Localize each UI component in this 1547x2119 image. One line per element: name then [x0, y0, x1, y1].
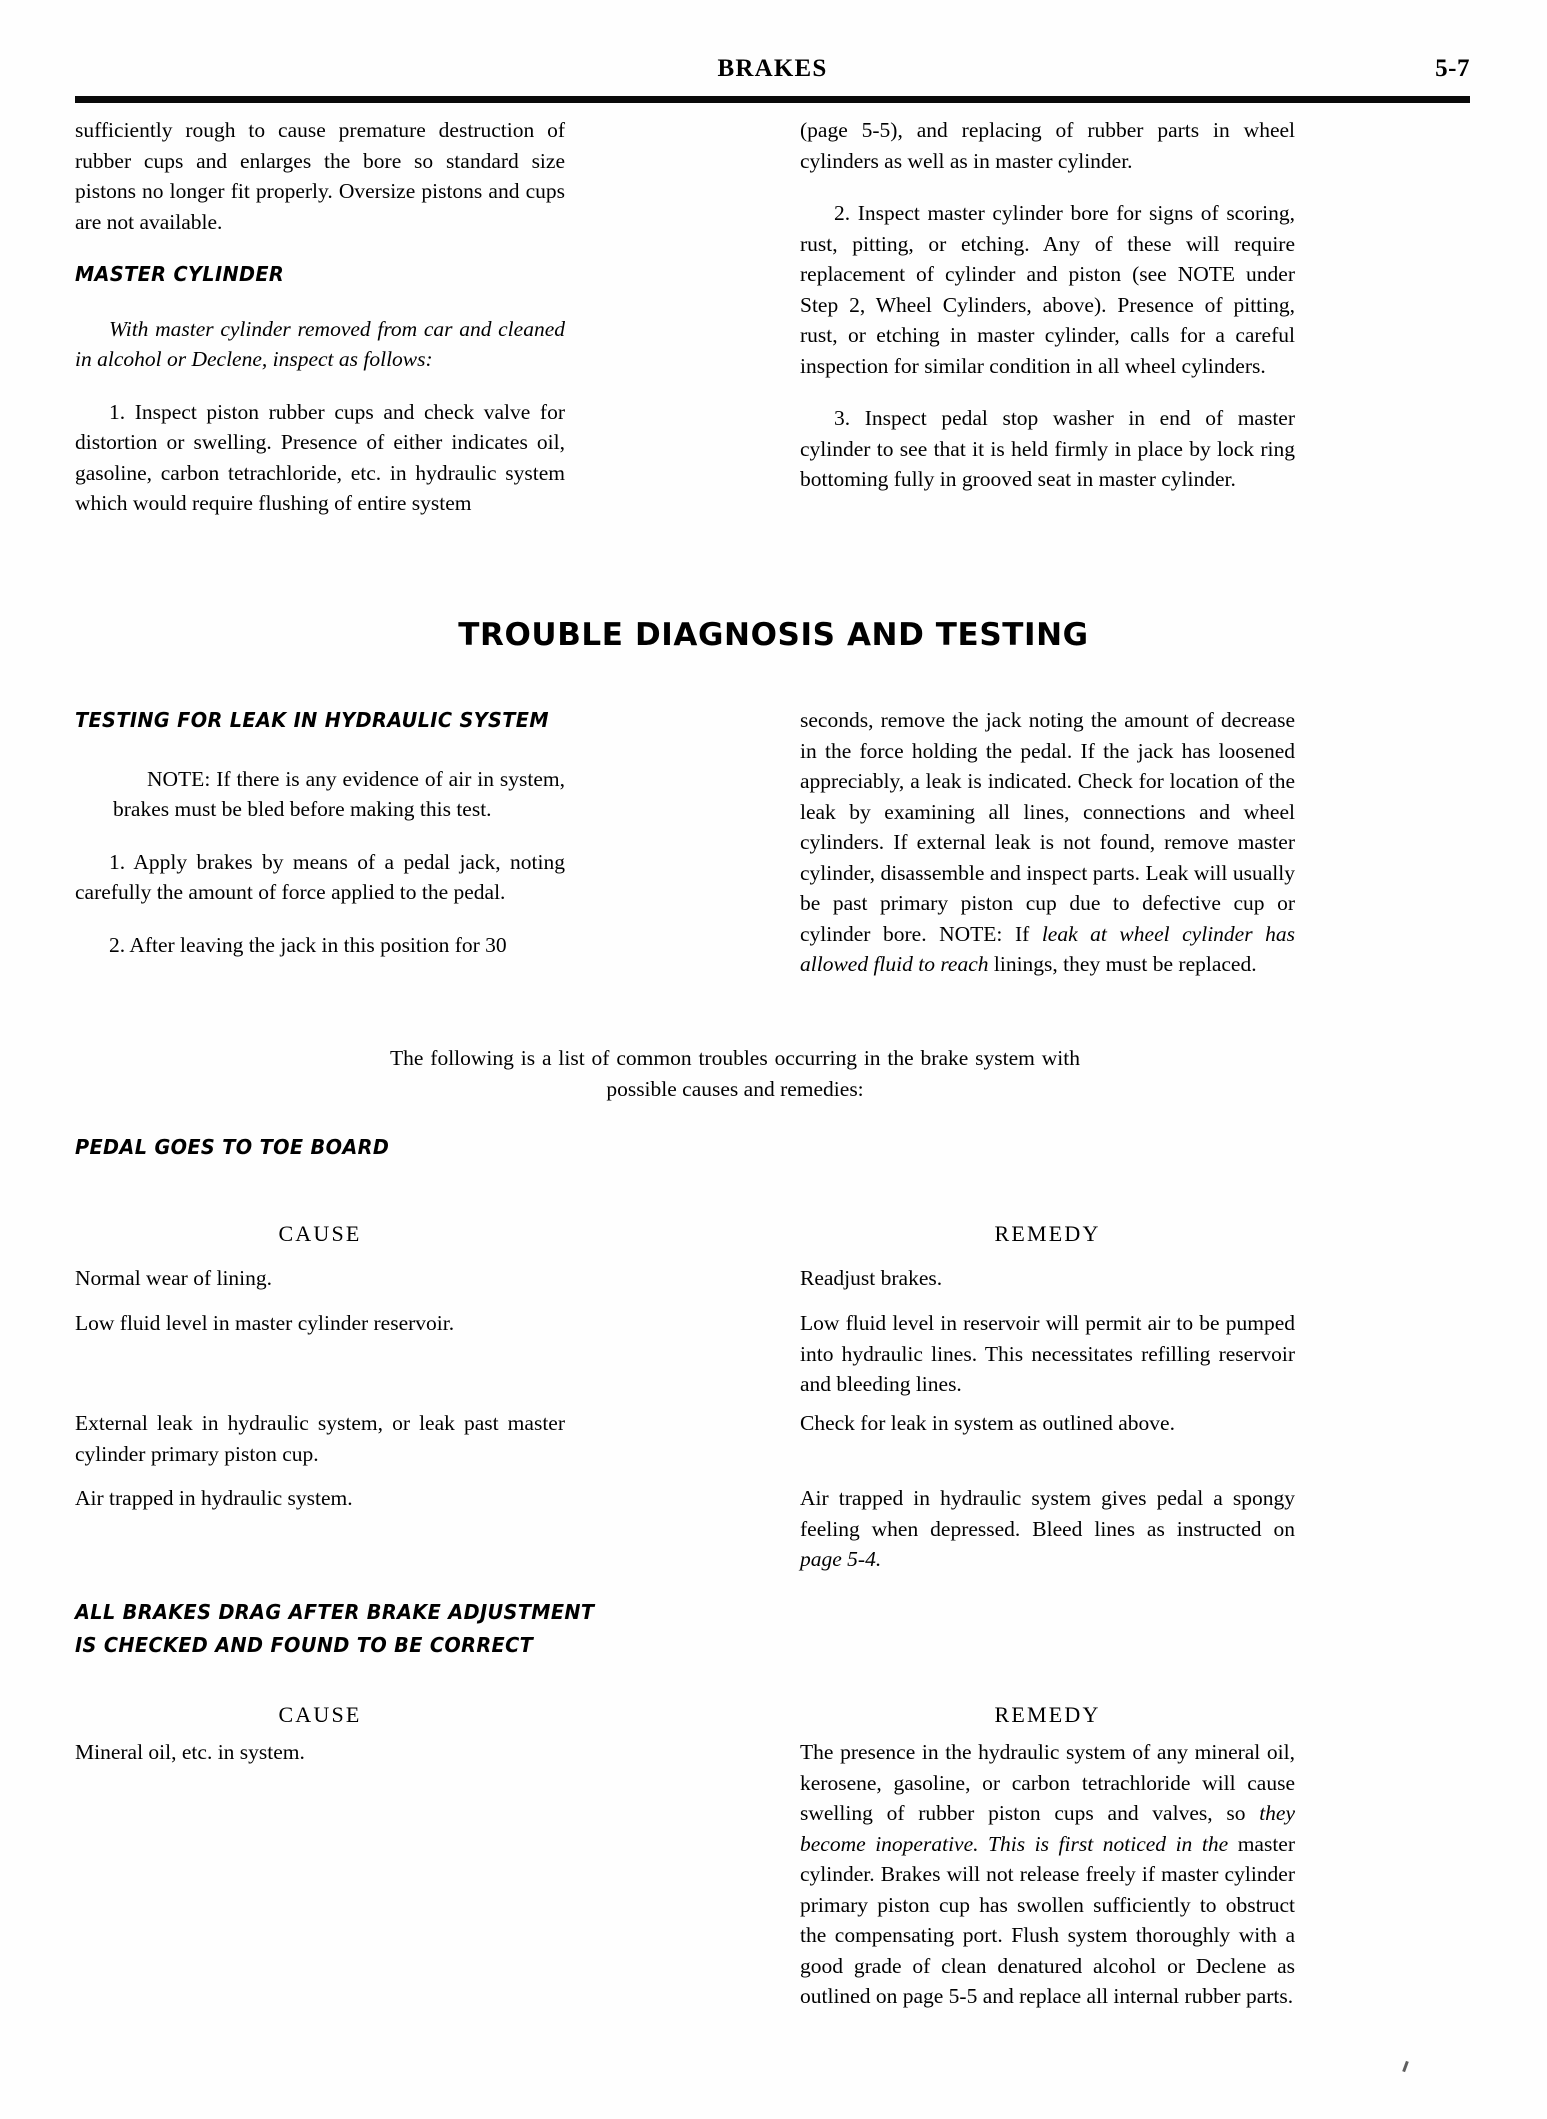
cause-text: External leak in hydraulic system, or leak past master cylinder primary piston cup. — [75, 1411, 565, 1466]
paragraph-continuation: sufficiently rough to cause premature destruction of rubber cups and enlarges the bore so standard size pistons no longer fit properly. Oversize pistons and cups are not available. — [75, 118, 565, 234]
main-section-heading: TROUBLE DIAGNOSIS AND TESTING — [458, 617, 1089, 653]
section-heading-all-brakes-drag-line2: IS CHECKED AND FOUND TO BE CORRECT — [75, 1633, 534, 1657]
testing-section-left — [75, 705, 565, 960]
remedy-text: Readjust brakes. — [800, 1266, 943, 1290]
column-label-remedy-2: REMEDY — [994, 1702, 1101, 1727]
remedy-text-1: Air trapped in hydraulic system gives pedal a spongy feeling when depressed. Bleed lines as instructed on — [800, 1486, 1295, 1541]
remedy-text-2: master cylinder. Brakes will not release freely if master cylinder primary piston cup has swollen sufficiently to obstruct the compensating port. Flush system thoroughly with a good grade of clean denatured alcohol or Declene as outlined on page 5-5 and replace all internal rubber parts. — [800, 1831, 1296, 2008]
cause-text: Mineral oil, etc. in system. — [75, 1740, 305, 1764]
section-heading-all-brakes-drag-line1: ALL BRAKES DRAG AFTER BRAKE ADJUSTMENT — [75, 1600, 595, 1624]
paragraph-step-1: 1. Inspect piston rubber cups and check valve for distortion or swelling. Presence of either indicates oil, gasoline, carbon tetrachloride, etc. in hydraulic system which would require flushing of entire system — [75, 399, 565, 515]
trouble-2-cause-1 — [75, 1737, 565, 1768]
trouble-1-remedy-4 — [800, 1483, 1295, 1575]
paragraph-testing-continuation — [800, 705, 1295, 980]
paragraph-step-2: 2. Inspect master cylinder bore for signs of scoring, rust, pitting, or etching. Any of these will require replacement of cylinder and piston (see NOTE under Step 2, Wheel Cylinders, above). Presence of pitting, rust, or etching in master cylinder, calls for a careful inspection for similar condition in all wheel cylinders. — [800, 201, 1295, 378]
cause-text: Air trapped in hydraulic system. — [75, 1486, 353, 1510]
trouble-1-remedy-3 — [800, 1408, 1295, 1439]
paragraph-master-cylinder-intro: With master cylinder removed from car and cleaned in alcohol or Declene, inspect as follows: — [75, 316, 565, 371]
trouble-1-remedy-1 — [800, 1263, 1295, 1294]
header-divider-rule — [75, 96, 1470, 103]
trouble-1-cause-3 — [75, 1408, 565, 1469]
testing-continuation-text-1: seconds, remove the jack noting the amount of decrease in the force holding the pedal. If the jack has loosened appreciably, a leak is indicated. Check for location of the leak by examining all lines, connections and wheel cylinders. If external leak is not found, remove master cylinder, disassemble and inspect parts. Leak will usually be past primary piston cup due to defective cup or cylinder bore. NOTE: If — [800, 708, 1295, 946]
remedy-text: Low fluid level in reservoir will permit air to be pumped into hydraulic lines. This necessitates refilling reservoir and bleeding lines. — [800, 1311, 1295, 1396]
right-column-top — [800, 115, 1295, 495]
remedy-text — [800, 1737, 1295, 2012]
scan-speck-artifact — [1402, 2061, 1409, 2072]
paragraph-step-3: 3. Inspect pedal stop washer in end of master cylinder to see that it is held firmly in place by lock ring bottoming fully in grooved seat in master cylinder. — [800, 406, 1295, 491]
trouble-1-cause-1 — [75, 1263, 565, 1294]
remedy-italic: they become inoperative. This is first noticed in the — [800, 1801, 1295, 1856]
remedy-text — [800, 1483, 1295, 1575]
paragraph-testing-step-1: 1. Apply brakes by means of a pedal jack, noting carefully the amount of force applied to the pedal. — [75, 849, 565, 904]
section-heading-testing-for-leak: TESTING FOR LEAK IN HYDRAULIC SYSTEM — [75, 708, 549, 732]
section-heading-master-cylinder: MASTER CYLINDER — [75, 262, 285, 286]
remedy-italic: page 5-4. — [800, 1547, 882, 1571]
trouble-1-cause-4 — [75, 1483, 565, 1514]
paragraph-testing-step-2: 2. After leaving the jack in this position for 30 — [109, 932, 507, 957]
remedy-text-1: The presence in the hydraulic system of any mineral oil, kerosene, gasoline, or carbon tetrachloride will cause swelling of rubber piston cups and valves, so — [800, 1740, 1295, 1825]
column-label-remedy-1: REMEDY — [994, 1221, 1101, 1246]
paragraph-note: NOTE: If there is any evidence of air in system, brakes must be bled before making this test. — [113, 766, 565, 821]
page-number: 5-7 — [1435, 55, 1470, 82]
testing-continuation-italic: leak at wheel cylinder has allowed fluid to reach — [800, 921, 1295, 976]
page-header-title: BRAKES — [717, 55, 828, 82]
remedy-text: Check for leak in system as outlined above. — [800, 1411, 1175, 1435]
column-label-cause-2: CAUSE — [278, 1702, 362, 1727]
trouble-1-cause-2 — [75, 1308, 565, 1339]
trouble-2-remedy-1 — [800, 1737, 1295, 2012]
page-header — [75, 55, 1470, 95]
cause-text: Normal wear of lining. — [75, 1266, 273, 1290]
column-label-cause-1: CAUSE — [278, 1221, 362, 1246]
section-heading-pedal-goes-to-toe-board: PEDAL GOES TO TOE BOARD — [75, 1135, 390, 1159]
testing-section-right — [800, 705, 1295, 980]
trouble-1-remedy-2 — [800, 1308, 1295, 1400]
paragraph-page-reference: (page 5-5), and replacing of rubber parts in wheel cylinders as well as in master cylinder. — [800, 118, 1295, 173]
cause-text: Low fluid level in master cylinder reservoir. — [75, 1311, 455, 1335]
paragraph-list-intro: The following is a list of common troubles occurring in the brake system with possible causes and remedies: — [390, 1046, 1080, 1101]
left-column-top — [75, 115, 565, 519]
testing-continuation-text-2: linings, they must be replaced. — [988, 952, 1257, 976]
